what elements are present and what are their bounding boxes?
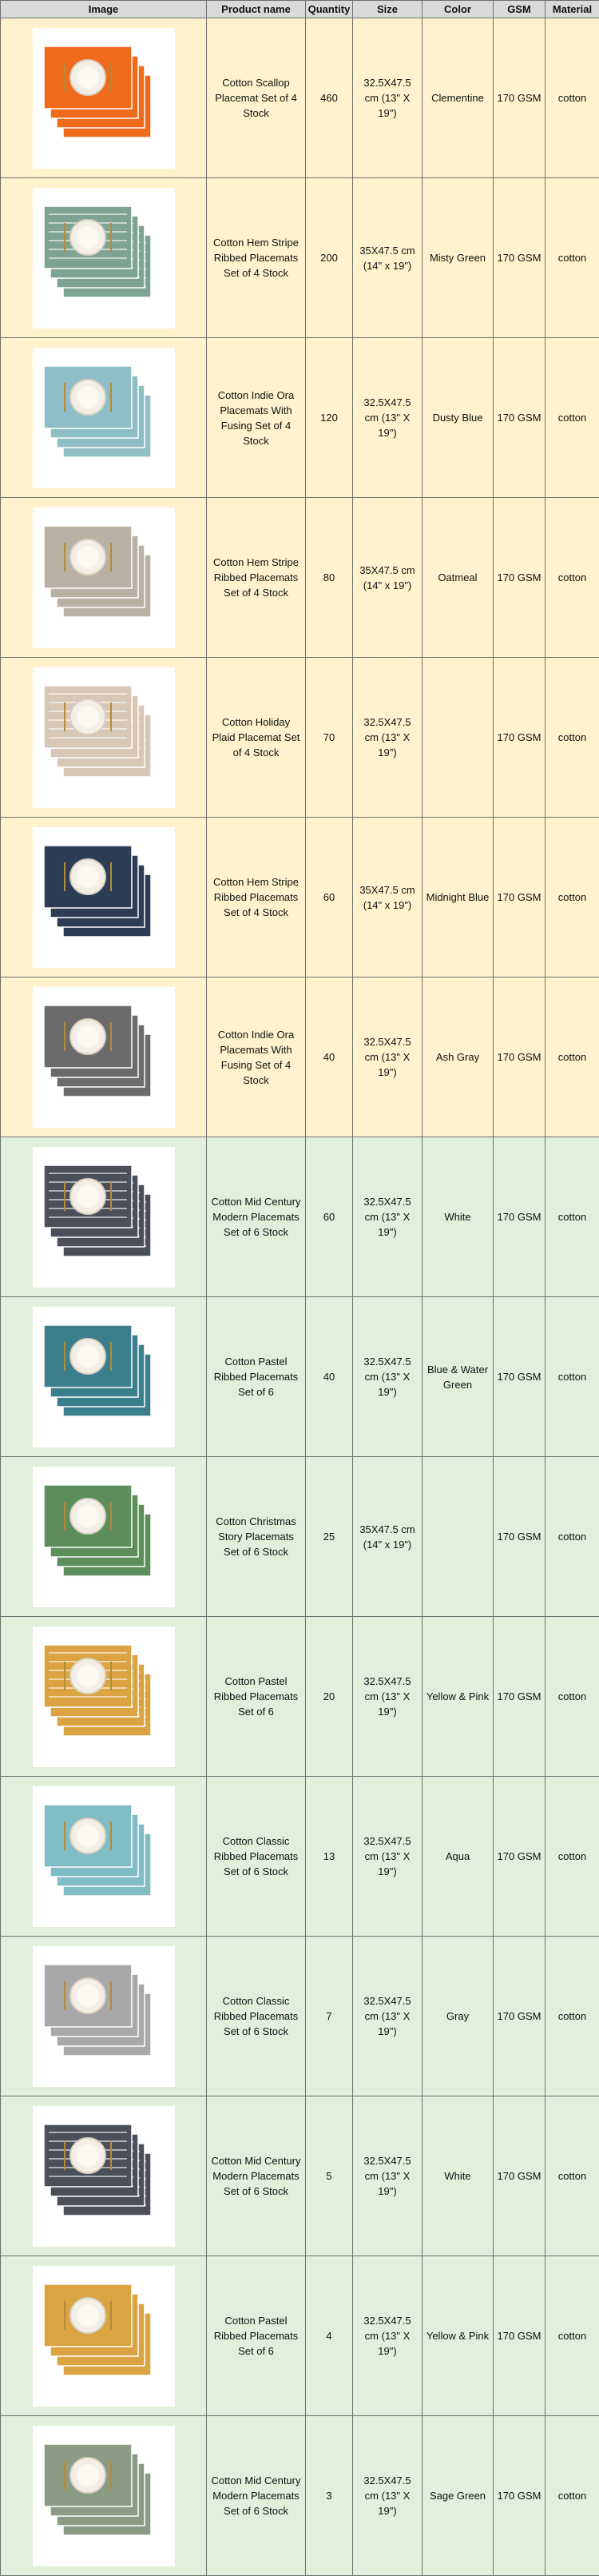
product-name-cell: Cotton Hem Stripe Ribbed Placemats Set of 4 Stock: [207, 818, 306, 977]
size-cell: 32.5X47.5 cm (13" X 19"): [353, 2256, 422, 2416]
size-cell: 32.5X47.5 cm (13" X 19"): [353, 977, 422, 1137]
plaid-placemat-stack-photo: [33, 1307, 175, 1447]
product-name-cell: Cotton Indie Ora Placemats With Fusing Set of 4 Stock: [207, 977, 306, 1137]
table-row: [1, 2096, 599, 2256]
color-cell: Blue & Water Green: [422, 1297, 494, 1457]
table-row: [1, 178, 599, 338]
size-cell: 32.5X47.5 cm (13" X 19"): [353, 338, 422, 498]
header-gsm: GSM: [494, 1, 545, 18]
table-row: [1, 498, 599, 658]
orange-scallop-placemat-photo: [33, 28, 175, 169]
quantity-cell: 120: [306, 338, 353, 498]
material-cell: cotton: [545, 1457, 599, 1617]
product-name-cell: Cotton Pastel Ribbed Placemats Set of 6: [207, 1297, 306, 1457]
image-cell: [1, 178, 207, 338]
table-row: [1, 658, 599, 818]
image-cell: [1, 2256, 207, 2416]
gsm-cell: 170 GSM: [494, 178, 545, 338]
image-cell: [1, 658, 207, 818]
quantity-cell: 40: [306, 977, 353, 1137]
product-name-cell: Cotton Mid Century Modern Placemats Set of 6 Stock: [207, 2096, 306, 2256]
gsm-cell: 170 GSM: [494, 498, 545, 658]
material-cell: cotton: [545, 18, 599, 178]
gray-placemat-stack-photo: [33, 987, 175, 1128]
table-row: [1, 1457, 599, 1617]
gsm-cell: 170 GSM: [494, 977, 545, 1137]
sage-placemat-stack-photo: [33, 2426, 175, 2566]
table-row: [1, 977, 599, 1137]
gsm-cell: 170 GSM: [494, 338, 545, 498]
table-row: [1, 818, 599, 977]
product-name-cell: Cotton Hem Stripe Ribbed Placemats Set of 4 Stock: [207, 178, 306, 338]
gsm-cell: 170 GSM: [494, 818, 545, 977]
product-name-cell: Cotton Holiday Plaid Placemat Set of 4 Stock: [207, 658, 306, 818]
color-cell: [422, 1457, 494, 1617]
material-cell: cotton: [545, 498, 599, 658]
quantity-cell: 60: [306, 818, 353, 977]
product-name-cell: Cotton Pastel Ribbed Placemats Set of 6: [207, 1617, 306, 1777]
material-cell: cotton: [545, 2256, 599, 2416]
color-cell: Midnight Blue: [422, 818, 494, 977]
image-cell: [1, 2096, 207, 2256]
gsm-cell: 170 GSM: [494, 18, 545, 178]
size-cell: 35X47.5 cm (14" x 19"): [353, 498, 422, 658]
color-cell: Clementine: [422, 18, 494, 178]
color-cell: White: [422, 2096, 494, 2256]
material-cell: cotton: [545, 2096, 599, 2256]
product-name-cell: Cotton Classic Ribbed Placemats Set of 6 Stock: [207, 1937, 306, 2096]
product-name-cell: Cotton Mid Century Modern Placemats Set of 6 Stock: [207, 1137, 306, 1297]
table-row: [1, 1297, 599, 1457]
color-cell: White: [422, 1137, 494, 1297]
material-cell: cotton: [545, 1777, 599, 1937]
quantity-cell: 25: [306, 1457, 353, 1617]
quantity-cell: 13: [306, 1777, 353, 1937]
image-cell: [1, 498, 207, 658]
gsm-cell: 170 GSM: [494, 1457, 545, 1617]
product-name-cell: Cotton Hem Stripe Ribbed Placemats Set of 4 Stock: [207, 498, 306, 658]
plaid-placemat-stack-photo: [33, 2266, 175, 2407]
size-cell: 35X47.5 cm (14" x 19"): [353, 818, 422, 977]
aqua-placemat-stack-photo: [33, 1786, 175, 1927]
table-row: [1, 1937, 599, 2096]
image-cell: [1, 1937, 207, 2096]
color-cell: Ash Gray: [422, 977, 494, 1137]
color-cell: Misty Green: [422, 178, 494, 338]
header-material: Material: [545, 1, 599, 18]
color-cell: Oatmeal: [422, 498, 494, 658]
striped-placemat-stack-photo: [33, 2106, 175, 2247]
size-cell: 32.5X47.5 cm (13" X 19"): [353, 18, 422, 178]
material-cell: cotton: [545, 1937, 599, 2096]
quantity-cell: 5: [306, 2096, 353, 2256]
image-cell: [1, 818, 207, 977]
quantity-cell: 4: [306, 2256, 353, 2416]
gsm-cell: 170 GSM: [494, 658, 545, 818]
table-row: [1, 2416, 599, 2576]
color-cell: Yellow & Pink: [422, 2256, 494, 2416]
image-cell: [1, 1777, 207, 1937]
color-cell: Gray: [422, 1937, 494, 2096]
gray-placemat-stack-photo: [33, 1946, 175, 2087]
tassel-stripe-placemat-photo: [33, 827, 175, 968]
table-row: [1, 18, 599, 178]
tassel-stripe-placemat-photo: [33, 188, 175, 328]
product-name-cell: Cotton Classic Ribbed Placemats Set of 6 Stock: [207, 1777, 306, 1937]
striped-placemat-stack-photo: [33, 1147, 175, 1288]
gsm-cell: 170 GSM: [494, 1297, 545, 1457]
material-cell: cotton: [545, 658, 599, 818]
header-color: Color: [422, 1, 494, 18]
image-cell: [1, 1297, 207, 1457]
gsm-cell: 170 GSM: [494, 1137, 545, 1297]
header-quantity: Quantity: [306, 1, 353, 18]
header-image: Image: [1, 1, 207, 18]
material-cell: cotton: [545, 1137, 599, 1297]
material-cell: cotton: [545, 1617, 599, 1777]
quantity-cell: 460: [306, 18, 353, 178]
product-name-cell: Cotton Indie Ora Placemats With Fusing Set of 4 Stock: [207, 338, 306, 498]
gsm-cell: 170 GSM: [494, 1777, 545, 1937]
blue-placemat-stack-photo: [33, 348, 175, 488]
header-size: Size: [353, 1, 422, 18]
size-cell: 32.5X47.5 cm (13" X 19"): [353, 658, 422, 818]
gsm-cell: 170 GSM: [494, 2416, 545, 2576]
tassel-stripe-placemat-photo: [33, 508, 175, 648]
table-row: [1, 2256, 599, 2416]
size-cell: 32.5X47.5 cm (13" X 19"): [353, 1937, 422, 2096]
size-cell: 35X47.5 cm (14" x 19"): [353, 1457, 422, 1617]
quantity-cell: 7: [306, 1937, 353, 2096]
product-name-cell: Cotton Pastel Ribbed Placemats Set of 6: [207, 2256, 306, 2416]
color-cell: Yellow & Pink: [422, 1617, 494, 1777]
image-cell: [1, 2416, 207, 2576]
gsm-cell: 170 GSM: [494, 2096, 545, 2256]
image-cell: [1, 977, 207, 1137]
material-cell: cotton: [545, 1297, 599, 1457]
table-row: [1, 338, 599, 498]
quantity-cell: 3: [306, 2416, 353, 2576]
table-row: [1, 1777, 599, 1937]
christmas-tree-placemat-photo: [33, 1467, 175, 1607]
image-cell: [1, 1617, 207, 1777]
material-cell: cotton: [545, 2416, 599, 2576]
image-cell: [1, 1137, 207, 1297]
size-cell: 32.5X47.5 cm (13" X 19"): [353, 2096, 422, 2256]
image-cell: [1, 18, 207, 178]
size-cell: 32.5X47.5 cm (13" X 19"): [353, 1617, 422, 1777]
material-cell: cotton: [545, 977, 599, 1137]
quantity-cell: 40: [306, 1297, 353, 1457]
size-cell: 32.5X47.5 cm (13" X 19"): [353, 1777, 422, 1937]
gsm-cell: 170 GSM: [494, 1617, 545, 1777]
plaid-placemat-stack-photo: [33, 1626, 175, 1767]
image-cell: [1, 1457, 207, 1617]
table-body: [1, 18, 599, 2576]
size-cell: 32.5X47.5 cm (13" X 19"): [353, 2416, 422, 2576]
product-name-cell: Cotton Mid Century Modern Placemats Set of 6 Stock: [207, 2416, 306, 2576]
gsm-cell: 170 GSM: [494, 2256, 545, 2416]
size-cell: 32.5X47.5 cm (13" X 19"): [353, 1137, 422, 1297]
table-row: [1, 1617, 599, 1777]
quantity-cell: 60: [306, 1137, 353, 1297]
header-row: [1, 1, 599, 18]
material-cell: cotton: [545, 178, 599, 338]
holiday-plaid-placemat-photo: [33, 667, 175, 808]
material-cell: cotton: [545, 818, 599, 977]
image-cell: [1, 338, 207, 498]
product-name-cell: Cotton Scallop Placemat Set of 4 Stock: [207, 18, 306, 178]
size-cell: 35X47.5 cm (14" x 19"): [353, 178, 422, 338]
quantity-cell: 80: [306, 498, 353, 658]
color-cell: Aqua: [422, 1777, 494, 1937]
quantity-cell: 20: [306, 1617, 353, 1777]
color-cell: [422, 658, 494, 818]
gsm-cell: 170 GSM: [494, 1937, 545, 2096]
size-cell: 32.5X47.5 cm (13" X 19"): [353, 1297, 422, 1457]
header-product-name: Product name: [207, 1, 306, 18]
table-row: [1, 1137, 599, 1297]
color-cell: Sage Green: [422, 2416, 494, 2576]
color-cell: Dusty Blue: [422, 338, 494, 498]
quantity-cell: 200: [306, 178, 353, 338]
product-name-cell: Cotton Christmas Story Placemats Set of 6 Stock: [207, 1457, 306, 1617]
material-cell: cotton: [545, 338, 599, 498]
quantity-cell: 70: [306, 658, 353, 818]
